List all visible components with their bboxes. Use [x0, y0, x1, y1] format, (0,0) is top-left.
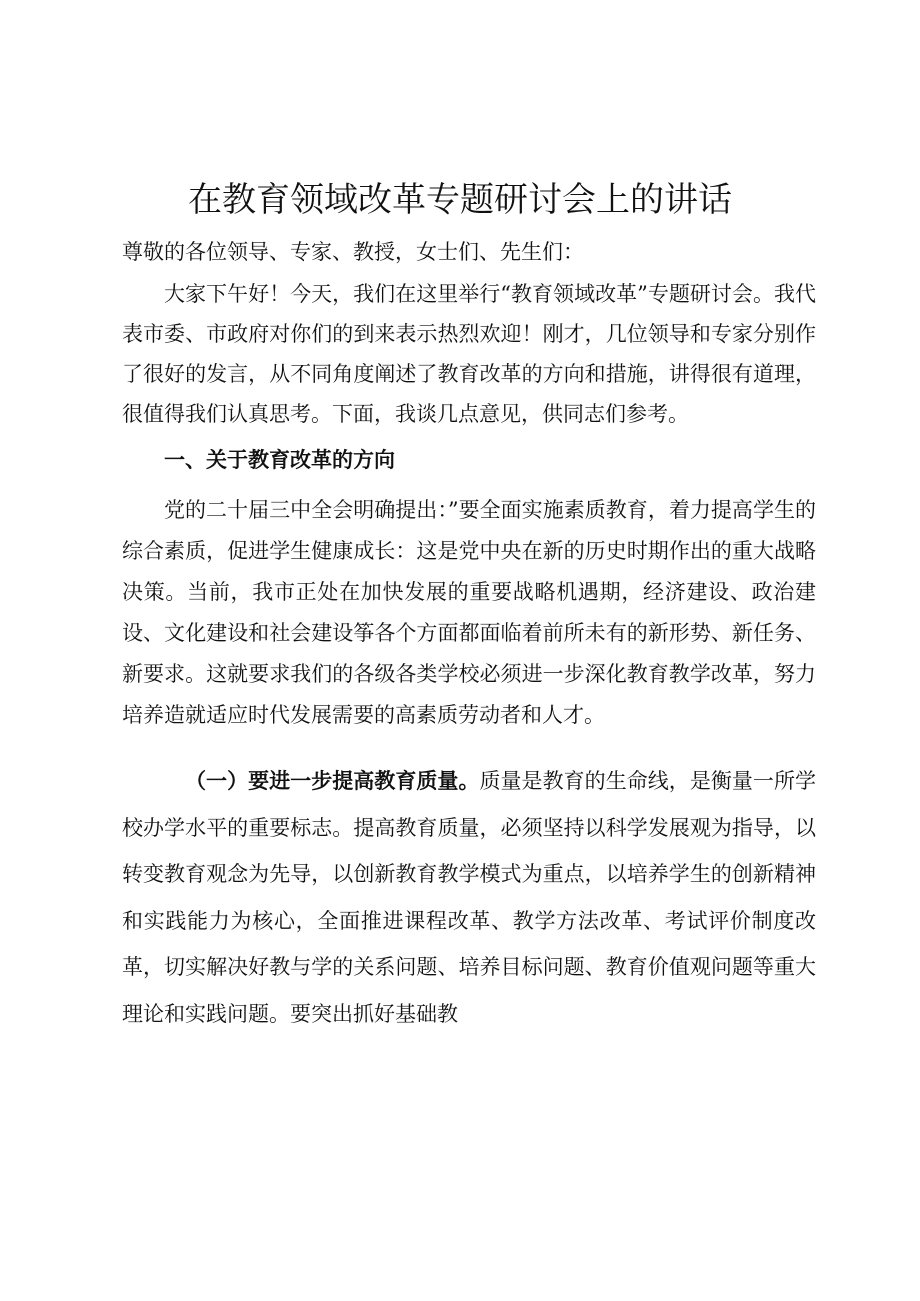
- paragraph-opening: 大家下午好！今天，我们在这里举行“教育领域改革”专题研讨会。我代表市委、市政府对你们的到来表示热烈欢迎！刚才，几位领导和专家分别作了很好的发言，从不同角度阐述了教育改革的方向和措施，讲得很有道理，很值得我们认真思考。下面，我谈几点意见，供同志们参考。: [122, 282, 816, 426]
- document-body: [122, 232, 816, 1037]
- subsection-text-1: 质量是教育的生命线，是衡量一所学校办学水平的重要标志。提高教育质量，必须坚持以科学发展观为指导，以转变教育观念为先导，以创新教育教学模式为重点，以培养学生的创新精神和实践能力为核心，全面推进课程改革、教学方法改革、考试评价制度改革，切实解决好教与学的关系问题、培养目标问题、教育价值观问题等重大理论和实践问题。要突出抓好基础教: [122, 769, 817, 1026]
- paragraph-quality: [122, 758, 816, 1037]
- salutation: 尊敬的各位领导、专家、教授，女士们、先生们：: [122, 240, 584, 264]
- subsection-heading-1: （一）要进一步提高教育质量。: [185, 768, 480, 793]
- document-title: 在教育领域改革专题研讨会上的讲话: [188, 180, 732, 220]
- paragraph-direction: 党的二十届三中全会明确提出：”要全面实施素质教育，着力提高学生的综合素质，促进学生健康成长：这是党中央在新的历史时期作出的重大战略决策。当前，我市正处在加快发展的重要战略机遇期，经济建设、政治建设、文化建设和社会建设筝各个方面都面临着前所未有的新形势、新任务、新要求。这就要求我们的各级各类学校必须进一步深化教育教学改革，努力培养造就适应时代发展需要的高素质劳动者和人才。: [122, 498, 816, 727]
- section-heading-1: 一、关于教育改革的方向: [164, 447, 395, 472]
